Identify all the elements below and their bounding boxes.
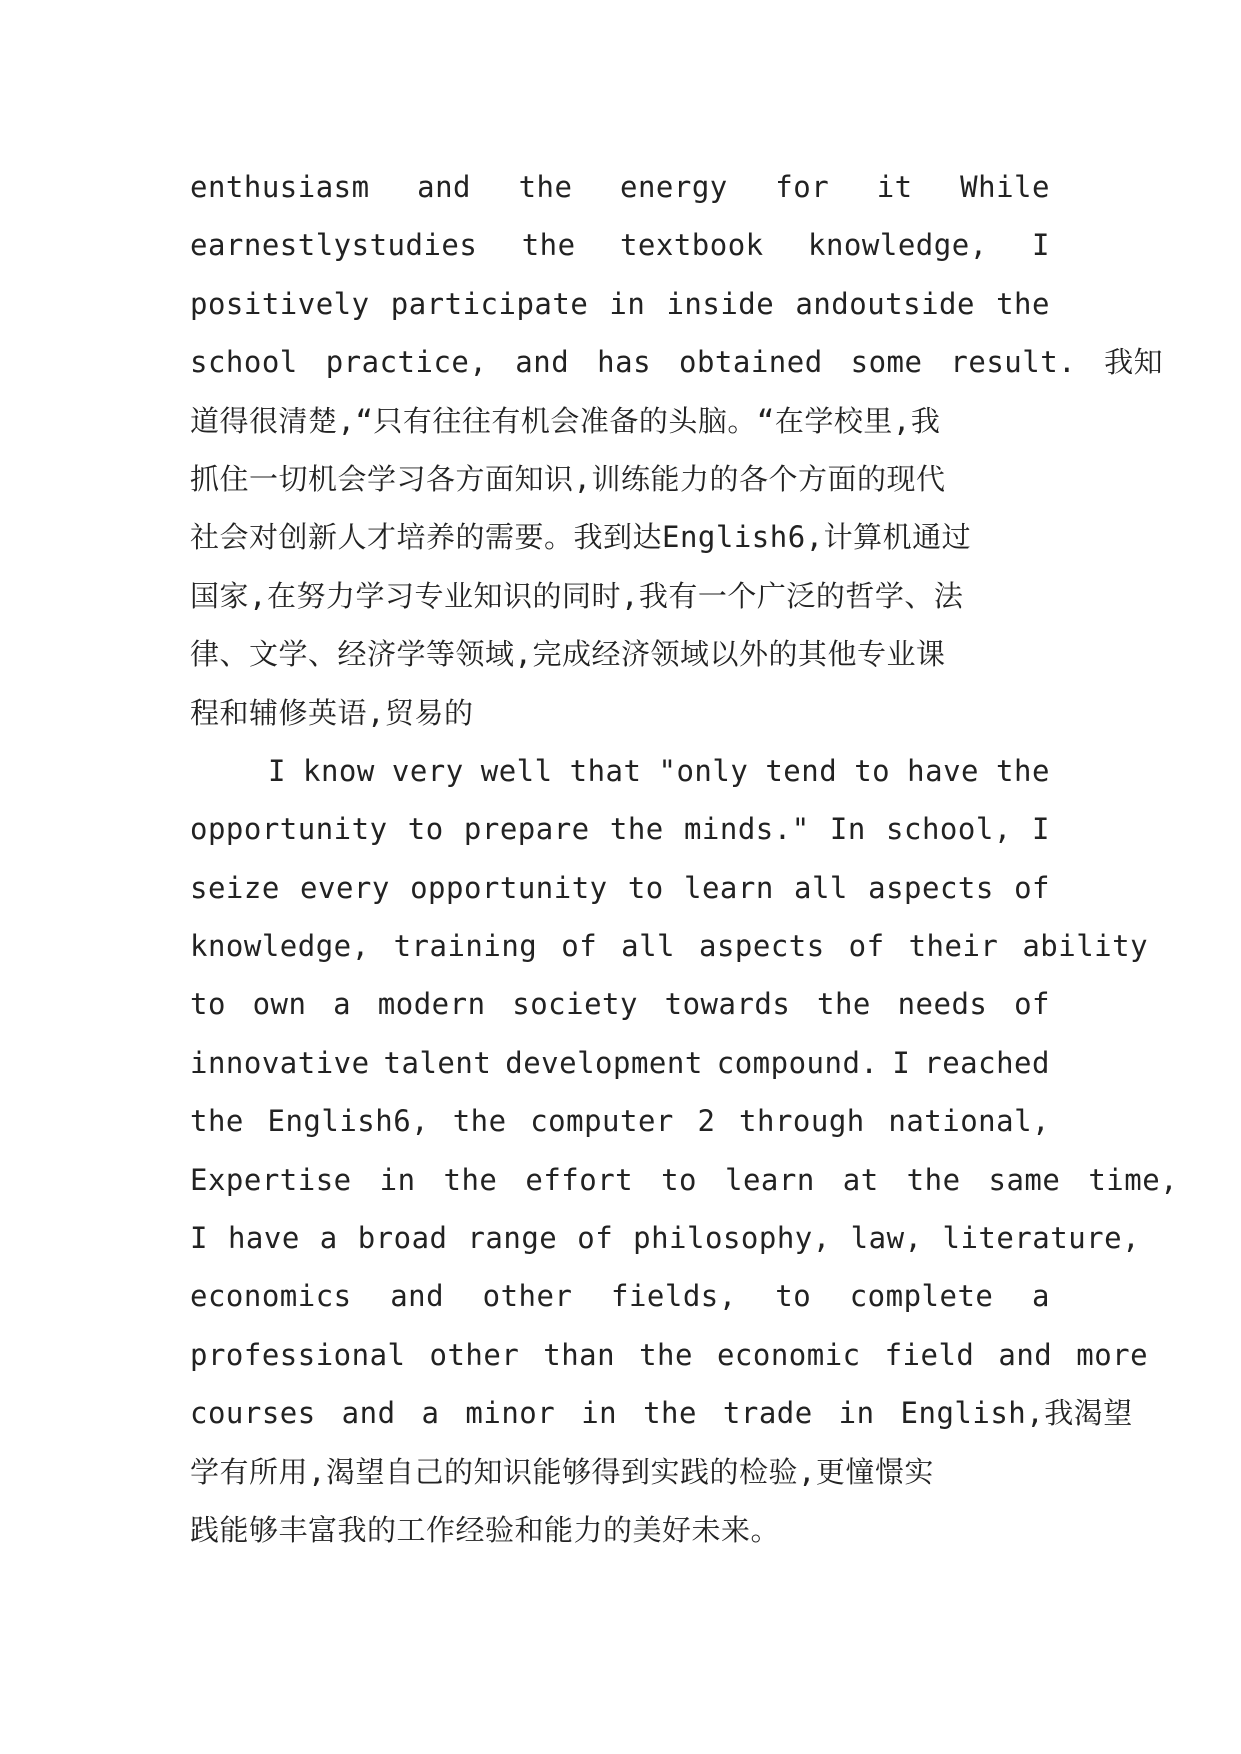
text-line (190, 1034, 1050, 1092)
word: for (775, 170, 830, 204)
word: learn (683, 870, 774, 905)
word: of (577, 1221, 614, 1256)
word: the (639, 1337, 693, 1372)
word: enthusiasm (190, 170, 370, 204)
word: modern (377, 987, 486, 1022)
word: field (884, 1337, 975, 1372)
word: through (739, 1104, 865, 1139)
word: positively (190, 286, 370, 321)
text-line (190, 158, 1050, 216)
word: in (379, 1162, 416, 1197)
text-line (190, 625, 1050, 683)
word: philosophy, (633, 1221, 831, 1256)
word: aspects (698, 929, 825, 964)
word: the (996, 753, 1050, 788)
word: English6, (267, 1104, 430, 1139)
paragraph-1 (190, 158, 1164, 742)
word: 学有所用,渴望自己的知识能够得到实践的检验,更憧憬实 (190, 1454, 934, 1489)
word: to (661, 1162, 698, 1197)
word: to (627, 870, 664, 905)
word: every (300, 870, 390, 905)
word: law, (850, 1221, 923, 1256)
word: all (794, 870, 848, 905)
text-line (190, 859, 1050, 917)
word: time, (1088, 1162, 1179, 1197)
word: of (561, 929, 598, 964)
text-line (190, 508, 1050, 566)
text-line (190, 1384, 1133, 1442)
word: computer (530, 1104, 674, 1139)
word: development (505, 1045, 703, 1080)
word: a (1031, 1279, 1050, 1314)
word: and (998, 1337, 1053, 1372)
word: to (775, 1279, 812, 1314)
text-line (190, 1267, 1050, 1325)
word: the (190, 1104, 244, 1139)
word: it (876, 170, 913, 204)
word: economics (190, 1279, 352, 1314)
word: innovative (190, 1045, 370, 1080)
word: and (417, 170, 472, 204)
text-line (190, 1501, 1050, 1559)
word: the (521, 228, 576, 263)
word: courses and a minor in the trade in English,我渴望 (190, 1396, 1133, 1431)
text-line (190, 742, 1050, 800)
word: the (518, 170, 573, 204)
word: tend (765, 753, 838, 788)
word: opportunity (410, 870, 608, 905)
word: I (892, 1045, 911, 1080)
word: own (252, 987, 307, 1022)
word: complete (849, 1279, 994, 1314)
text-line (190, 450, 1050, 508)
word: a (333, 987, 352, 1022)
text-line (190, 392, 1050, 450)
word: of (1014, 987, 1050, 1022)
word: inside (666, 286, 775, 321)
word: the (443, 1162, 498, 1197)
text-line (190, 1443, 1050, 1501)
word: professional (190, 1337, 406, 1372)
text-line (190, 1092, 1050, 1150)
word: in (609, 286, 646, 321)
word: and (390, 1279, 445, 1314)
word: the (996, 286, 1050, 321)
word: towards (664, 987, 791, 1022)
word: their (908, 929, 999, 964)
word: earnestlystudies (190, 228, 478, 263)
word: 程和辅修英语,贸易的 (190, 695, 474, 730)
word: textbook (619, 228, 764, 263)
word: the (452, 1104, 507, 1139)
word: andoutside (795, 286, 975, 321)
word: have (907, 753, 980, 788)
text-line (190, 800, 1050, 858)
word: knowledge, (808, 228, 988, 263)
word: know (303, 753, 375, 788)
word: fields, (610, 1279, 737, 1314)
word: 国家,在努力学习专业知识的同时,我有一个广泛的哲学、法 (190, 578, 964, 613)
word: minds." (683, 812, 810, 847)
word: other (482, 1279, 573, 1314)
word: talent (383, 1045, 492, 1080)
word: the (906, 1162, 961, 1197)
word: knowledge, (190, 929, 370, 964)
word: ability (1022, 929, 1149, 964)
word: national, (888, 1104, 1050, 1139)
word: 2 (697, 1104, 716, 1139)
word: of (1014, 870, 1050, 905)
word: training (393, 929, 538, 964)
word: the (817, 987, 871, 1022)
word: needs (897, 987, 988, 1022)
text-line (190, 917, 1149, 975)
word: very (391, 753, 464, 788)
text-line (190, 684, 1050, 742)
word: 道得很清楚,“只有往往有机会准备的头脑。“在学校里,我 (190, 403, 941, 438)
word: all (621, 929, 676, 964)
word: broad (357, 1221, 448, 1256)
word: to (190, 987, 226, 1022)
word: participate (390, 286, 589, 321)
word: effort (525, 1162, 634, 1197)
text-line (190, 975, 1050, 1033)
word: well (480, 753, 553, 788)
word: have (227, 1221, 300, 1256)
word: While (960, 170, 1050, 204)
word: learn (724, 1162, 815, 1197)
text-line (190, 1326, 1149, 1384)
word: I (190, 1221, 208, 1256)
word: 社会对创新人才培养的需要。我到达English6,计算机通过 (190, 520, 972, 555)
word: compound. (716, 1045, 879, 1080)
body-text (190, 158, 1179, 1559)
word: than (543, 1337, 616, 1372)
word: to (407, 812, 444, 847)
word: 践能够丰富我的工作经验和能力的美好未来。 (190, 1512, 781, 1547)
text-line (190, 333, 1164, 391)
word: 抓住一切机会学习各方面知识,训练能力的各个方面的现代 (190, 461, 946, 496)
text-line (190, 1209, 1141, 1267)
word: that (569, 753, 642, 788)
word: a (319, 1221, 338, 1256)
word: energy (619, 170, 728, 204)
word: prepare (463, 812, 590, 847)
word: to (854, 753, 891, 788)
word: aspects (868, 870, 994, 905)
word: reached (924, 1045, 1050, 1080)
word: I (1031, 228, 1050, 263)
word: economic (716, 1337, 861, 1372)
word: seize (190, 870, 280, 905)
word: more (1076, 1337, 1149, 1372)
word: I (1031, 812, 1050, 847)
word: range (467, 1221, 558, 1256)
word: Expertise (190, 1162, 352, 1197)
word: at (842, 1162, 879, 1197)
word: school practice, and has obtained some result. 我知 (190, 345, 1164, 380)
word: I (268, 753, 286, 788)
word: opportunity (190, 812, 388, 847)
word: society (512, 987, 638, 1022)
text-line (190, 275, 1050, 333)
text-line (190, 567, 1050, 625)
word: In (829, 812, 866, 847)
word: "only (658, 753, 749, 788)
text-line (190, 1151, 1179, 1209)
word: other (429, 1337, 520, 1372)
word: of (848, 929, 885, 964)
word: literature, (942, 1221, 1141, 1256)
text-line (190, 216, 1050, 274)
word: school, (886, 812, 1012, 847)
word: same (988, 1162, 1061, 1197)
word: the (609, 812, 664, 847)
paragraph-2 (190, 742, 1179, 1559)
word: 律、文学、经济学等领域,完成经济领域以外的其他专业课 (190, 637, 946, 672)
